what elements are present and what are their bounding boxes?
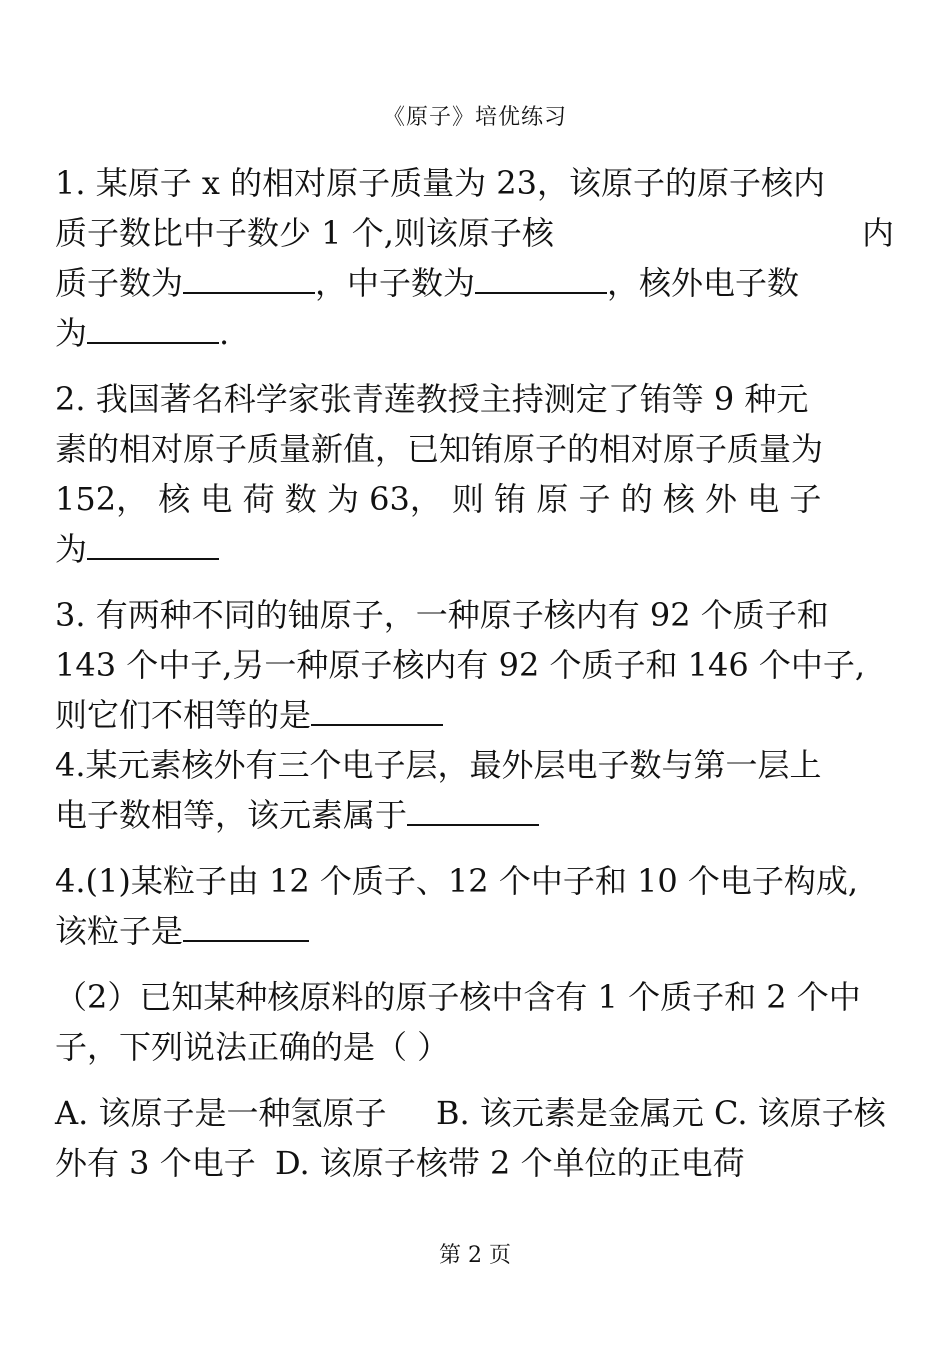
- q1-text-a: 质子数为: [55, 264, 184, 302]
- q1-line-2b: 内: [862, 214, 895, 252]
- q5-text: 该粒子是: [55, 912, 184, 950]
- q2-line-4: [55, 524, 219, 574]
- page-title: 《原子》培优练习: [382, 105, 567, 130]
- q1-text-d: 为: [55, 314, 88, 352]
- q1-text-b: ，中子数为: [315, 264, 476, 302]
- q1-text-e: .: [219, 314, 230, 352]
- q1-text-c: ，核外电子数: [607, 264, 800, 302]
- page-number: 第 2 页: [439, 1243, 511, 1268]
- q3-line-2: 143 个中子,另一种原子核内有 92 个质子和 146 个中子,: [55, 646, 866, 684]
- answer-blank[interactable]: [87, 308, 219, 344]
- q1-line-4: [55, 308, 229, 358]
- q2-line-2: 素的相对原子质量新值，已知铕原子的相对原子质量为: [55, 430, 824, 468]
- q5-line-2: [55, 906, 309, 956]
- answer-blank[interactable]: [311, 690, 443, 726]
- answer-blank[interactable]: [407, 790, 539, 826]
- q5-line-1: 4.(1)某粒子由 12 个质子、12 个中子和 10 个电子构成,: [55, 862, 859, 900]
- q1-line-2a: 质子数比中子数少 1 个,则该原子核: [55, 214, 554, 252]
- answer-blank[interactable]: [183, 258, 315, 294]
- option-b-c: B. 该元素是金属元 C. 该原子核: [436, 1094, 886, 1132]
- q1-line-3: [55, 258, 799, 308]
- q3-line-1: 3. 有两种不同的铀原子，一种原子核内有 92 个质子和: [55, 596, 829, 634]
- q2-text: 为: [55, 530, 88, 568]
- q4-text: 电子数相等，该元素属于: [55, 796, 408, 834]
- q6-line-2: 子，下列说法正确的是（ ）: [55, 1028, 450, 1066]
- option-d: D. 该原子核带 2 个单位的正电荷: [275, 1144, 745, 1182]
- q3-line-3: [55, 690, 443, 740]
- q1-line-1: 1. 某原子 x 的相对原子质量为 23，该原子的原子核内: [55, 164, 825, 202]
- q3-text: 则它们不相等的是: [55, 696, 312, 734]
- q4-line-2: [55, 790, 539, 840]
- option-c-cont: 外有 3 个电子: [55, 1144, 256, 1182]
- answer-blank[interactable]: [183, 906, 309, 942]
- answer-blank[interactable]: [475, 258, 607, 294]
- q6-line-1: （2）已知某种核原料的原子核中含有 1 个质子和 2 个中: [55, 978, 861, 1016]
- answer-blank[interactable]: [87, 524, 219, 560]
- q4-line-1: 4.某元素核外有三个电子层，最外层电子数与第一层上: [55, 746, 822, 784]
- q2-line-3: 152， 核 电 荷 数 为 63， 则 铕 原 子 的 核 外 电 子: [55, 480, 822, 518]
- q2-line-1: 2. 我国著名科学家张青莲教授主持测定了铕等 9 种元: [55, 380, 809, 418]
- option-a: A. 该原子是一种氢原子: [55, 1094, 387, 1132]
